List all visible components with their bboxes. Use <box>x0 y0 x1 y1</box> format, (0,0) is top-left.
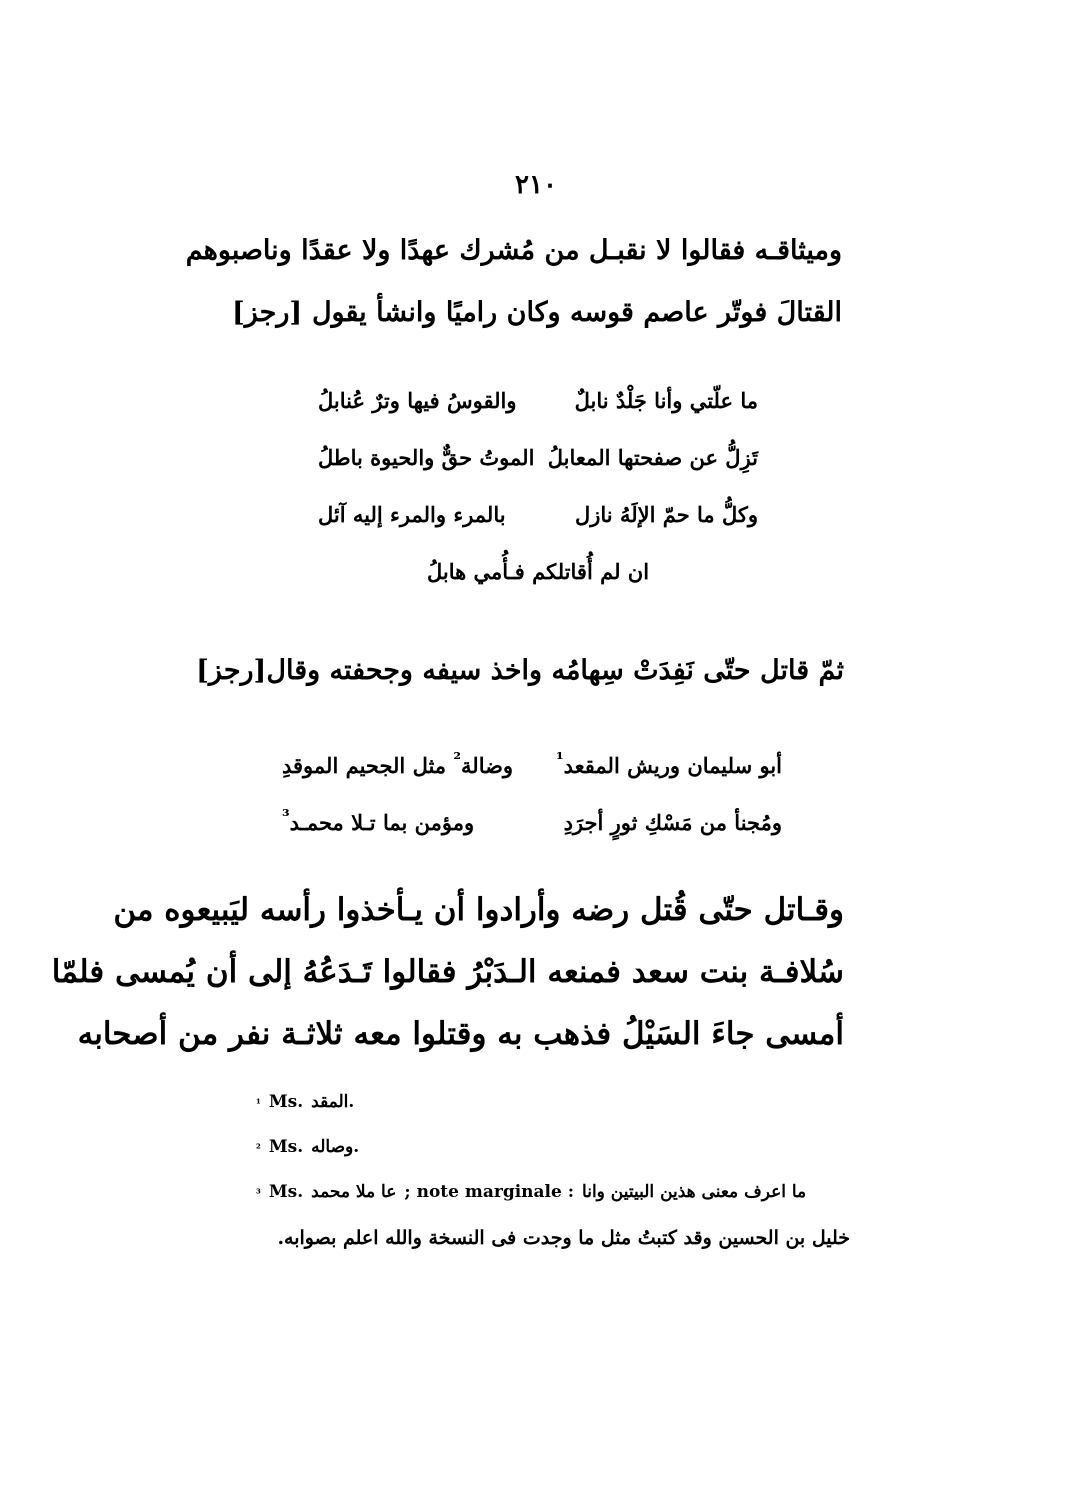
footnote-text: وصاله. <box>311 1137 360 1157</box>
footnote-1 <box>230 1092 850 1137</box>
hemistich: تَزِلُّ عن صفحتها المعابلُ <box>547 445 758 470</box>
footnote-note-label: ; note marginale : <box>404 1182 575 1202</box>
footnotes <box>230 1092 850 1272</box>
paragraph-2 <box>196 655 844 717</box>
footnote-mark: ¹ <box>256 1097 261 1110</box>
paragraph-2-line <box>196 655 844 717</box>
paragraph-1-line-1 <box>185 235 842 297</box>
hemistich-text: أبو سليمان وريش المقعد <box>563 753 782 778</box>
hemistich-text: وضالة <box>461 753 514 778</box>
poem-2 <box>282 750 782 864</box>
paragraph-3 <box>51 892 844 1078</box>
paragraph-3-line: سُلافـة بنت سعد فمنعه الـدَبْرُ فقالوا تَـدَعُهُ إلى أن يُمسى فلمّا <box>51 954 844 990</box>
hemistich-text: مثل الجحيم الموقدِ <box>282 753 447 778</box>
hemistich: والقوسُ فيها وترٌ عُنابلُ <box>318 388 517 413</box>
footnote-ms: Ms. <box>268 1182 304 1202</box>
footnote-ref: ¹ <box>555 750 564 770</box>
paragraph-1 <box>185 235 842 359</box>
verse <box>318 502 758 559</box>
poem-1 <box>318 388 758 616</box>
footnote-note-arabic: ما اعرف معنى هذين البيتين وانا <box>582 1182 807 1202</box>
footnote-mark: ³ <box>256 1187 261 1200</box>
paragraph-1-line-1-text: وميثاقـه فقالوا لا نقبـل من مُشرك عهدًا ولا عقدًا وناصبوهم <box>185 235 842 266</box>
footnote-ms: Ms. <box>268 1137 304 1157</box>
hemistich <box>556 750 782 778</box>
hemistich-text: ومؤمن بما تـلا محمـد <box>289 810 475 835</box>
hemistich <box>282 750 513 778</box>
footnote-ref: ³ <box>282 807 290 827</box>
footnote-ms: Ms. <box>268 1092 304 1112</box>
hemistich: الموتُ حقٌّ والحيوة باطلُ <box>318 445 535 470</box>
footnote-2 <box>230 1137 850 1182</box>
paragraph-1-line-2 <box>232 297 842 359</box>
verse <box>318 559 758 616</box>
footnote-3 <box>230 1182 850 1227</box>
footnote-text: المقد. <box>311 1092 355 1112</box>
verse <box>282 807 782 864</box>
paragraph-3-line: أمسى جاءَ السَيْلُ فذهب به وقتلوا معه ثلاثـة نفر من أصحابه <box>77 1016 844 1052</box>
verse <box>318 388 758 445</box>
footnote-3-continuation: خليل بن الحسين وقد كتبتُ مثل ما وجدت فى النسخة والله اعلم بصوابه. <box>277 1227 850 1249</box>
verse <box>282 750 782 807</box>
paragraph-2-text: ثمّ قاتل حتّى نَفِدَتْ سِهامُه واخذ سيفه وجحفته وقال <box>266 655 844 686</box>
hemistich: ان لم أُقاتلكم فـأُمي هابلُ <box>426 559 650 584</box>
hemistich: بالمرء والمرء إليه آئل <box>318 502 506 527</box>
meter-label: [رجز] <box>232 297 303 328</box>
footnote-text: عا ملا محمد <box>311 1182 397 1202</box>
hemistich: وكلُّ ما حمّ الإلَهُ نازل <box>574 502 758 527</box>
paragraph-3-line: وقـاتل حتّى قُتل رضه وأرادوا أن يـأخذوا رأسه ليَبيعوه من <box>113 892 844 928</box>
meter-label: [رجز] <box>196 655 267 686</box>
footnote-ref: ² <box>453 750 462 770</box>
footnote-mark: ² <box>256 1142 261 1155</box>
page-number: ٢١٠ <box>515 170 557 200</box>
paragraph-1-line-2-text: القتالَ فوتّر عاصم قوسه وكان راميًا وانشأ يقول <box>311 297 842 328</box>
hemistich: ما علّتي وأنا جَلْدٌ نابلٌ <box>574 388 758 413</box>
hemistich: ومُجنأ من مَسْكِ ثورٍ أجرَدِ <box>563 810 782 835</box>
hemistich <box>282 807 474 835</box>
verse <box>318 445 758 502</box>
